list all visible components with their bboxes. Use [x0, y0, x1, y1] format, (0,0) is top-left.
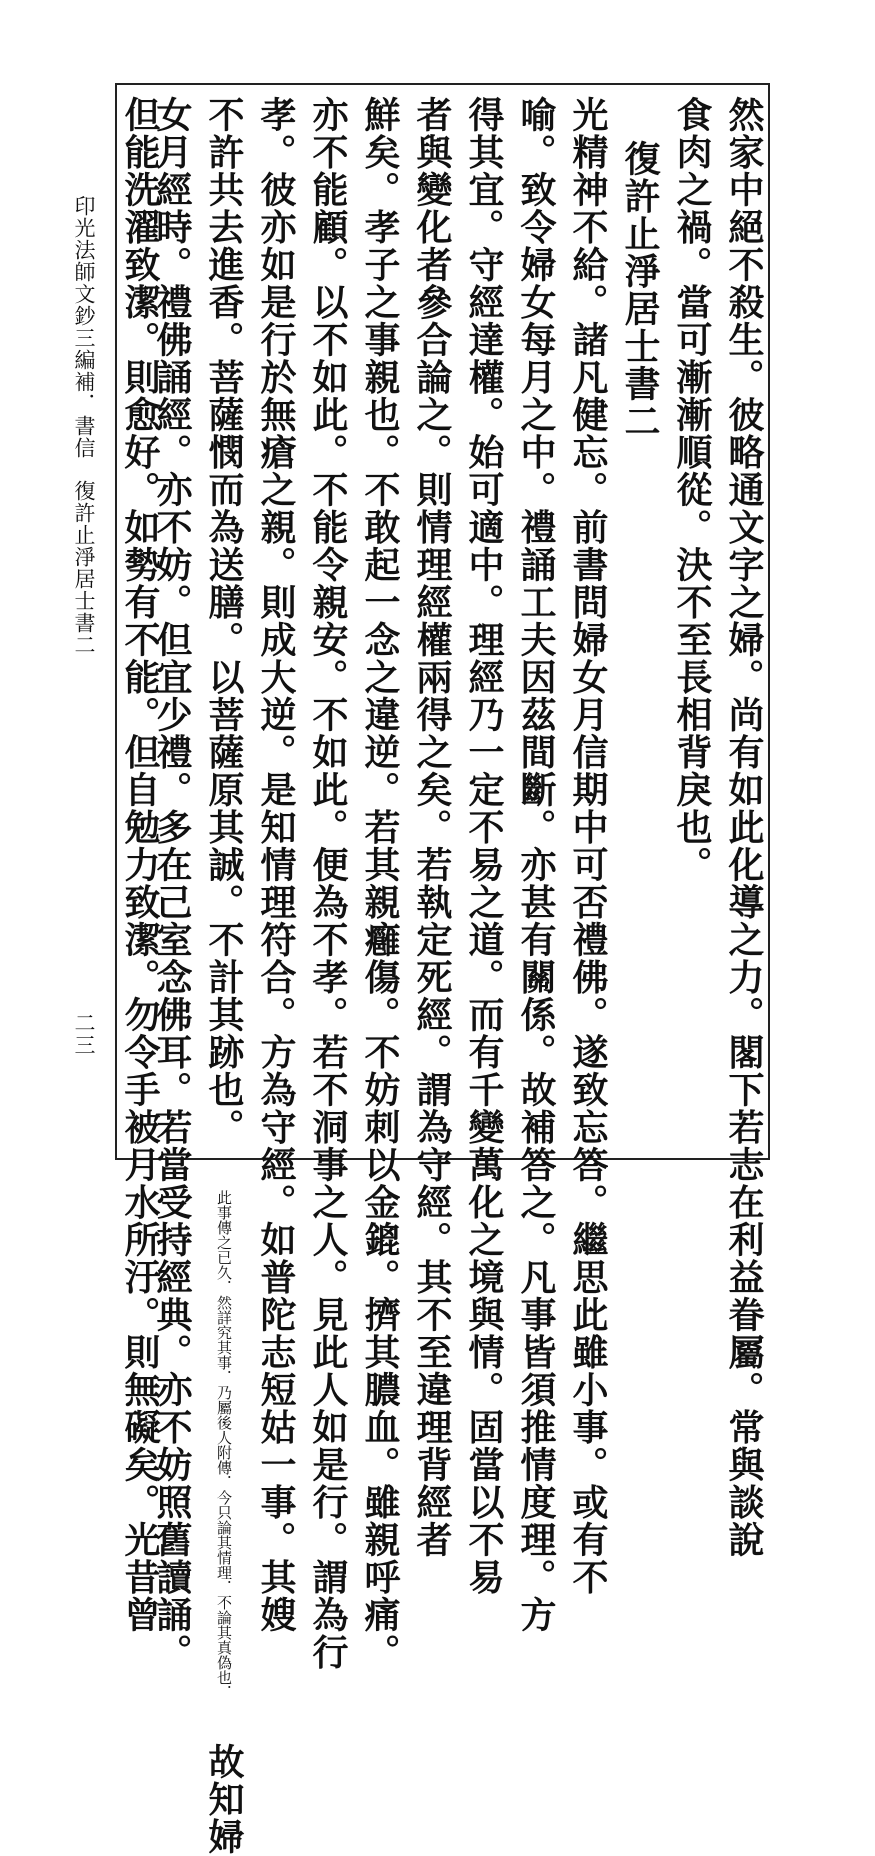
letter-title: 復許止淨居士書二: [619, 140, 661, 440]
text-column-11: 女月經時。禮佛誦經。亦不妨。但宜少禮。多在己室念佛耳。若當受持經典。亦不妨照舊讀誦。: [151, 96, 193, 1671]
annotation-note: [202, 1190, 246, 1700]
page-number: 二三: [72, 1012, 96, 1056]
text-column-2: 食肉之禍。當可漸漸順從。決不至長相背戾也。: [671, 96, 713, 884]
text-column-5: 得其宜。守經達權。始可適中。理經乃一定不易之道。而有千變萬化之境與情。固當以不易: [463, 96, 505, 1596]
text-column-9: 孝。彼亦如是行於無瘡之親。則成大逆。是知情理符合。方為守經。如普陀志短姑一事。其嫂: [255, 96, 297, 1634]
text-column-6: 者與變化者參合論之。則情理經權兩得之矣。若執定死經。謂為守經。其不至違理背經者: [411, 96, 453, 1559]
text-column-10: [202, 96, 246, 1856]
text-column-1: 然家中絕不殺生。彼略通文字之婦。尚有如此化導之力。閣下若志在利益眷屬。常與談說: [723, 96, 765, 1559]
column-10-tail: 故知婦: [203, 1743, 245, 1856]
text-column-3: 光精神不給。諸凡健忘。前書問婦女月信期中可否禮佛。遂致忘答。繼思此雖小事。或有不: [567, 96, 609, 1596]
text-column-8: 亦不能顧。以不如此。不能令親安。不如此。便為不孝。若不洞事之人。見此人如是行。謂為行: [307, 96, 349, 1671]
text-column-12: 但能洗濯致潔。則愈好。如勢有不能。但自勉力致潔。勿令手被月水所汙。則無礙矣。光昔曾: [119, 96, 161, 1634]
column-10-main: 不許共去進香。菩薩憫而為送膳。以菩薩原其誠。不計其跡也。: [203, 96, 245, 1146]
running-title: 復許止淨居士書二: [72, 480, 96, 656]
text-column-4: 喻。致令婦女每月之中。禮誦工夫因茲間斷。亦甚有關係。故補答之。凡事皆須推情度理。方: [515, 96, 557, 1634]
note-line-1: 此事傳之已久．然詳究其事．乃屬後人: [215, 1189, 233, 1445]
note-line-2: 附傳．今只論其情理．不論其真偽也．: [215, 1444, 233, 1700]
book-title: 印光法師文鈔三編補．書信: [72, 195, 96, 459]
text-column-7: 鮮矣。孝子之事親也。不敢起一念之違逆。若其親癰傷。不妨刺以金鎞。擠其膿血。雖親呼痛。: [359, 96, 401, 1671]
